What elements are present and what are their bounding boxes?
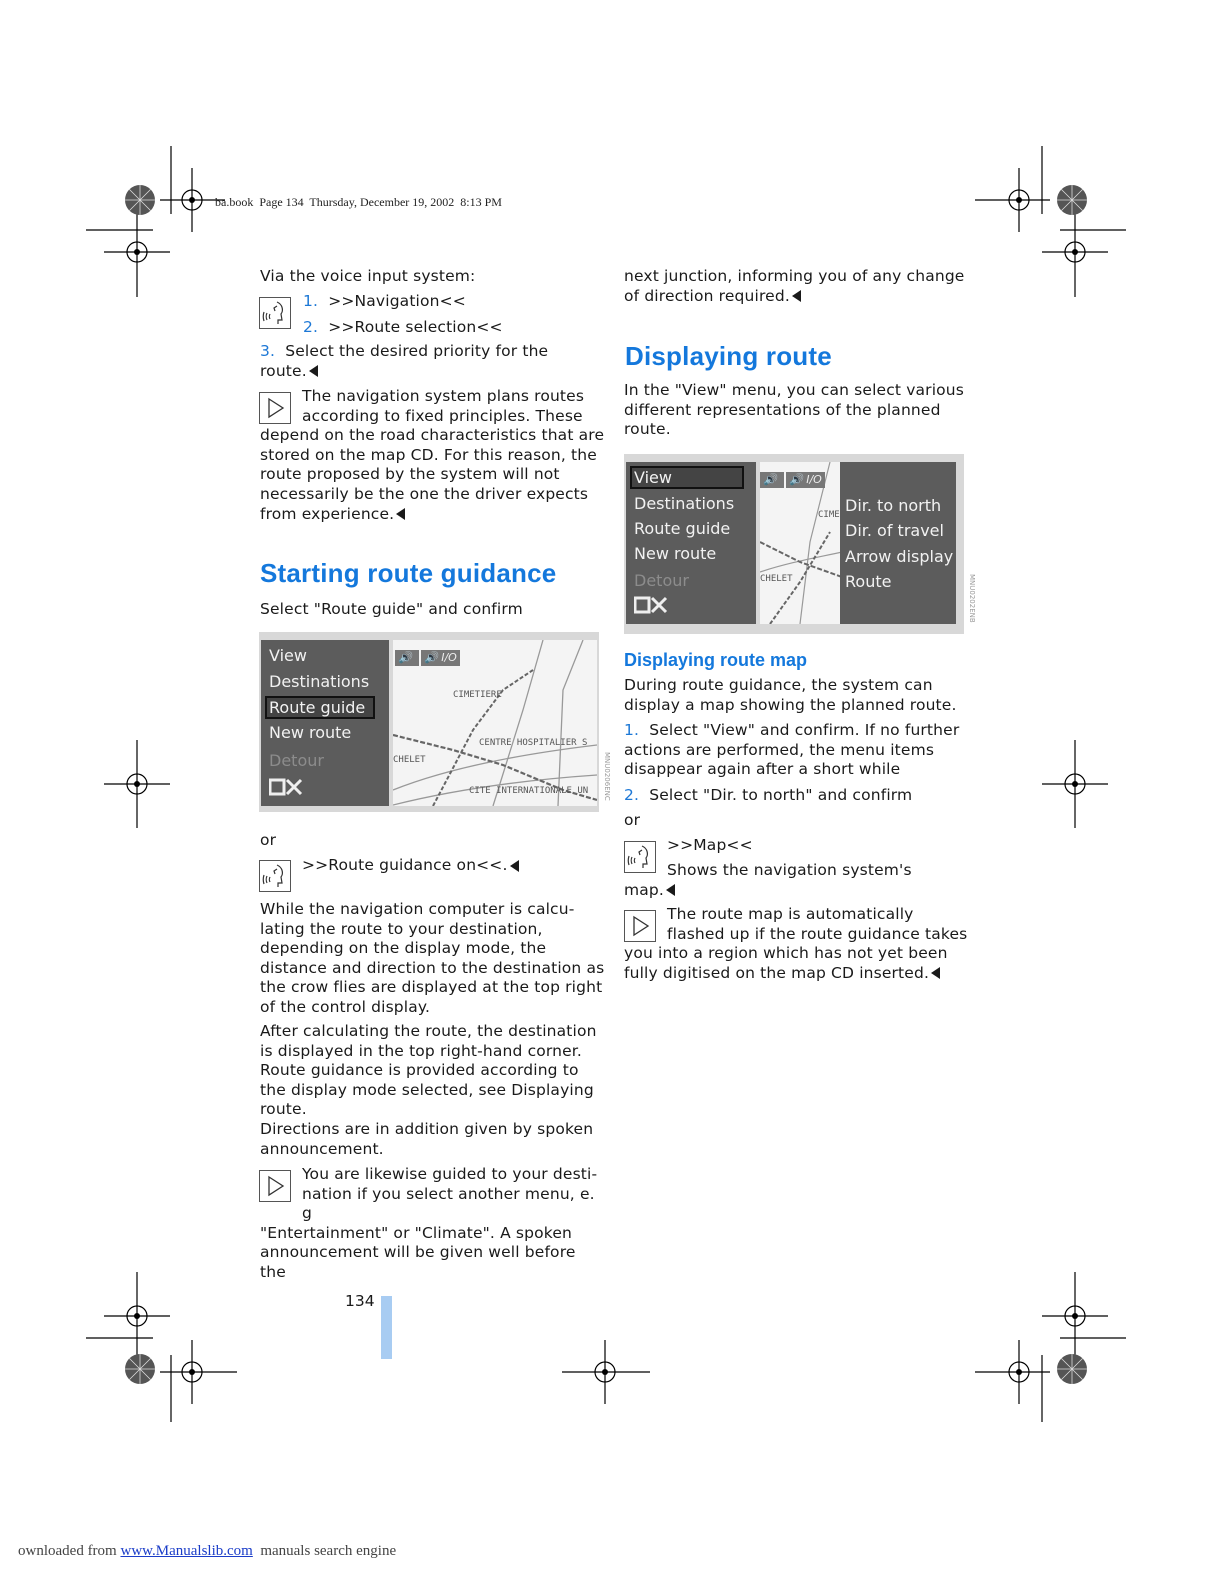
end-marker-icon [792,290,801,302]
menu-item-new-route: New route [269,723,352,742]
text-line: disappear again after a short while [624,760,901,779]
voice-step-1 [303,292,466,312]
volume-io-chip: 🔊 I/O [421,650,460,666]
menu-item-new-route: New route [634,544,717,563]
note-line: fully digitised on the map CD inserted. [624,964,974,984]
footer-prefix: ownloaded from [18,1543,121,1559]
map-label: CIME [818,510,840,520]
text-line: distance and direction to the destination as [260,958,605,977]
step-number: 2. [624,786,640,804]
step-3 [260,342,600,381]
volume-icon: 🔊 [424,651,438,664]
section-heading-starting-route-guidance: Starting route guidance [260,558,557,588]
text-line: Directions are in addition given by spoken [260,1119,594,1138]
note-line: You are likewise guided to your desti- [302,1165,598,1183]
end-marker-icon [396,508,405,520]
note-line: depend on the road characteristics that are [260,426,605,445]
or-text: or [260,831,277,849]
paragraph-calculating [260,900,605,1018]
text-line: different representations of the planned [624,400,941,419]
map-label: CENTRE HOSPITALIER S [479,738,588,748]
select-route-guide-text: Select "Route guide" and confirm [260,600,523,618]
main-menu-panel [626,462,756,624]
footer-suffix: manuals search engine [252,1543,397,1559]
control-display-screenshot-view-menu [624,454,964,634]
manualslib-link[interactable]: www.Manualslib.com [120,1543,253,1559]
text-line: the crow flies are displayed at the top right [260,978,603,997]
step-2-dir-to-north: 2. Select "Dir. to north" and confirm [624,786,913,804]
text-line: depending on the display mode, the [260,939,547,958]
step-text: Select the desired priority for the route. [260,342,549,380]
text-line: the display mode selected, see Displaying [260,1080,594,1099]
text-line: After calculating the route, the destination [260,1022,597,1040]
note-line: stored on the map CD. For this reason, the [260,445,597,464]
note-1 [260,387,605,524]
paragraph-view-menu [624,381,974,440]
note-line: you into a region which has not yet been [624,944,948,963]
text-line: lating the route to your destination, [260,919,543,938]
volume-icon: 🔊 [760,472,784,488]
step-number: 1. [624,721,640,739]
control-display-screenshot-route-guide [259,632,599,812]
back-arrow-icon [634,596,668,618]
map-label: CIMETIERE [453,690,502,700]
menu-item-detour: Detour [269,751,324,770]
voice-command-icon [259,297,291,329]
figure-code: MNU0206ENC [603,752,611,801]
voice-map-description [624,861,974,900]
menu-item-detour: Detour [634,571,689,590]
header-slug: ba.book Page 134 Thursday, December 19, 2002 8:13 PM [215,195,502,209]
section-heading-displaying-route: Displaying route [625,341,832,371]
menu-item-view: View [269,646,307,665]
end-marker-icon [309,365,318,377]
map-label: CHELET [393,755,426,765]
text-line: Shows the navigation system's [667,861,912,879]
text-line: announcement. [260,1139,384,1158]
note-line: "Entertainment" or "Climate". A spoken [260,1223,572,1242]
step-number: 3. [260,342,276,360]
page-number: 134 [345,1292,375,1310]
note-line: according to fixed principles. These [302,406,583,425]
text-line: During route guidance, the system can [624,676,933,694]
volume-icon: 🔊 [395,650,419,666]
text-line: is displayed in the top right-hand corner. [260,1041,582,1060]
note-line: route proposed by the system will not [260,465,560,484]
step-text: >>Navigation<< [328,292,466,310]
end-marker-icon [666,884,675,896]
voice-command-map: >>Map<< [667,836,753,854]
step-1-select-view [624,721,974,780]
end-marker-icon [931,967,940,979]
note-line: flashed up if the route guidance takes [667,924,968,943]
subheading-displaying-route-map: Displaying route map [624,650,808,670]
note-line: The navigation system plans routes [302,387,585,405]
volume-icon: 🔊 [789,473,803,486]
note-line: necessarily be the one the driver expects [260,484,589,503]
main-menu-panel [261,640,389,806]
text-line: Route guidance is provided according to [260,1061,579,1080]
back-arrow-icon [269,778,303,800]
menu-item-destinations: Destinations [634,494,735,513]
text-line: In the "View" menu, you can select various [624,381,964,399]
submenu-item-arrow-display: Arrow display [845,547,954,566]
text-line: of the control display. [260,997,431,1016]
download-footer [18,1543,396,1560]
text-line: route. [624,420,671,439]
note-continuation [624,267,974,306]
voice-command-icon [259,860,291,892]
submenu-item-route: Route [845,572,892,591]
note-line: nation if you select another menu, e. g [302,1184,595,1223]
text-line: next junction, informing you of any change [624,267,965,285]
note-line: announcement will be given well before the [260,1243,576,1281]
note-route-map [624,905,974,983]
menu-item-route-guide: Route guide [265,696,375,719]
voice-intro: Via the voice input system: [260,267,476,285]
map-label: CITE INTERNATIONALE UN [469,786,589,796]
menu-item-route-guide: Route guide [634,519,731,538]
note-line: The route map is automatically [667,905,914,923]
text-line: actions are performed, the menu items [624,740,935,759]
end-marker-icon [510,860,519,872]
map-label: CHELET [760,574,793,584]
note-2 [260,1165,605,1283]
step-number: 1. [303,292,319,310]
step-text: >>Route selection<< [328,318,503,336]
text-line: display a map showing the planned route. [624,695,957,714]
submenu-item-dir-to-north: Dir. to north [845,496,942,515]
voice-step-2 [303,318,503,338]
figure-code: MNU0202ENB [968,574,976,623]
volume-io-chip: 🔊 I/O [786,472,825,488]
note-line-last: from experience. [260,505,605,525]
step-number: 2. [303,318,319,336]
submenu-item-dir-of-travel: Dir. of travel [845,521,944,540]
view-submenu-panel [840,462,956,624]
voice-command-route-guidance-on: >>Route guidance on<<. [302,856,519,876]
text-line: While the navigation computer is calcu- [260,900,575,918]
paragraph-after-calculating [260,1022,605,1159]
text-line: 1. Select "View" and confirm. If no further [624,721,960,739]
menu-item-view: View [630,466,744,489]
menu-item-destinations: Destinations [269,672,370,691]
text-line: map. [624,881,974,901]
chapter-side-bar [381,1296,392,1359]
text-line: of direction required. [624,287,974,307]
or-text: or [624,811,641,829]
paragraph-route-map [624,676,974,715]
text-line: route. [260,1100,307,1119]
